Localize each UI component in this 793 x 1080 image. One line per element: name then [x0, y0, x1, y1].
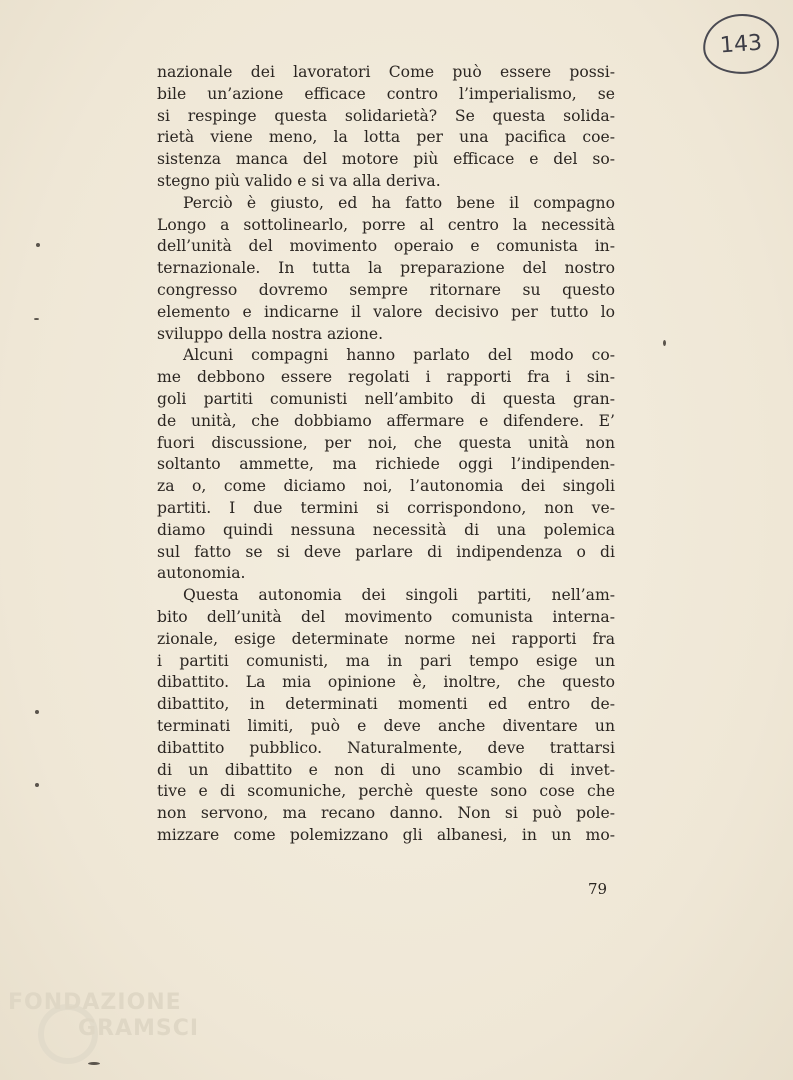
text-line: sviluppo della nostra azione.: [157, 324, 384, 343]
margin-mark: [34, 318, 39, 320]
text-line: bito dell’unità del movimento comunista interna-: [157, 607, 615, 626]
page-number: 79: [588, 880, 608, 898]
text-line: fuori discussione, per noi, che questa unità non: [157, 433, 615, 452]
margin-mark: [88, 1062, 100, 1065]
text-line: congresso dovremo sempre ritornare su questo: [157, 280, 615, 299]
text-line: non servono, ma recano danno. Non si può pole-: [157, 804, 615, 823]
text-line: sul fatto se si deve parlare di indipendenza o di: [157, 542, 615, 561]
text-line: Perciò è giusto, ed ha fatto bene il compagno: [183, 193, 615, 212]
margin-mark: [36, 243, 40, 247]
text-line: dibattito, in determinati momenti ed entro de-: [157, 695, 615, 714]
text-line: i partiti comunisti, ma in pari tempo esige un: [157, 651, 615, 670]
text-line: zionale, esige determinate norme nei rapporti fra: [157, 629, 615, 648]
text-line: elemento e indicarne il valore decisivo per tutto lo: [157, 302, 615, 321]
margin-mark: [35, 783, 39, 787]
watermark-line-2: GRAMSCI: [78, 1016, 200, 1041]
text-line: diamo quindi nessuna necessità di una polemica: [157, 520, 615, 539]
text-line: za o, come diciamo noi, l’autonomia dei singoli: [157, 477, 615, 496]
text-line: tive e di scomuniche, perchè queste sono cose che: [157, 782, 615, 801]
text-line: si respinge questa solidarietà? Se questa solida-: [157, 106, 615, 125]
text-line: nazionale dei lavoratori Come può essere possi-: [157, 63, 615, 81]
text-line: partiti. I due termini si corrispondono, non ve-: [157, 498, 615, 517]
archive-number-stamp: [701, 11, 781, 76]
text-line: bile un’azione efficace contro l’imperialismo, se: [157, 84, 615, 103]
watermark-line-1: FONDAZIONE: [8, 990, 182, 1015]
text-line: soltanto ammette, ma richiede oggi l’indipenden-: [157, 455, 615, 474]
text-line: dell’unità del movimento operaio e comunista in-: [157, 237, 615, 256]
text-line: stegno più valido e si va alla deriva.: [157, 171, 441, 190]
body-text: [157, 62, 615, 847]
text-line: dibattito pubblico. Naturalmente, deve trattarsi: [157, 738, 615, 757]
text-line: de unità, che dobbiamo affermare e difendere. E’: [157, 411, 615, 430]
text-line: Alcuni compagni hanno parlato del modo co-: [183, 346, 615, 365]
text-line: mizzare come polemizzano gli albanesi, in un mo-: [157, 825, 615, 844]
text-line: di un dibattito e non di uno scambio di invet-: [157, 760, 615, 779]
watermark: [8, 990, 199, 1042]
text-line: me debbono essere regolati i rapporti fra i sin-: [157, 368, 615, 387]
text-line: Longo a sottolinearlo, porre al centro la necessità: [157, 215, 615, 234]
text-line: goli partiti comunisti nell’ambito di questa gran-: [157, 389, 615, 408]
text-line: sistenza manca del motore più efficace e del so-: [157, 150, 615, 169]
text-line: Questa autonomia dei singoli partiti, nell’am-: [183, 586, 615, 605]
archive-number: 143: [719, 30, 763, 58]
text-line: terminati limiti, può e deve anche diventare un: [157, 716, 615, 735]
text-line: ternazionale. In tutta la preparazione del nostro: [157, 259, 615, 278]
text-line: autonomia.: [157, 564, 246, 583]
margin-mark: [35, 710, 39, 714]
text-line: rietà viene meno, la lotta per una pacifica coe-: [157, 128, 615, 147]
margin-mark: [663, 340, 666, 346]
text-line: dibattito. La mia opinione è, inoltre, che questo: [157, 673, 615, 692]
